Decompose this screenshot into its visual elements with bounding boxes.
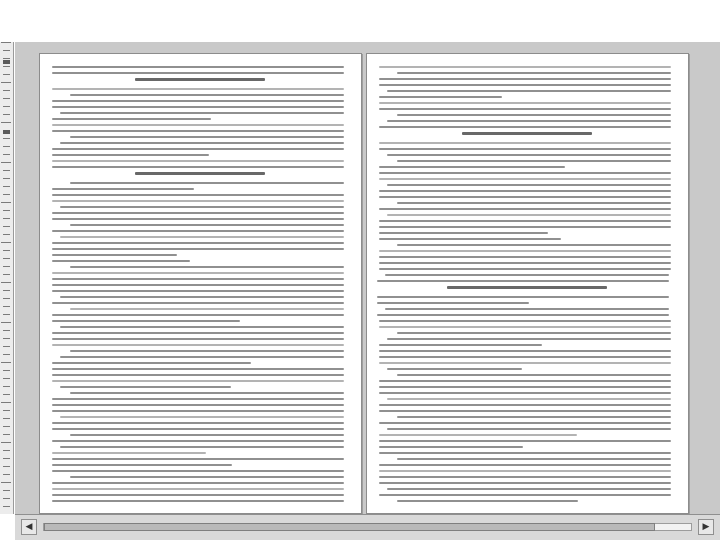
document-text-line — [52, 248, 344, 250]
ruler-tick — [3, 226, 10, 227]
ruler-tick — [3, 106, 10, 107]
document-heading-line — [462, 132, 592, 135]
horizontal-scrollbar[interactable] — [15, 514, 720, 540]
vertical-ruler — [0, 42, 14, 514]
document-text-line — [379, 362, 671, 364]
ruler-tick — [3, 410, 10, 411]
document-text-line — [52, 500, 344, 502]
document-text-line — [379, 126, 671, 128]
document-text-line — [52, 154, 209, 156]
document-text-line — [379, 262, 671, 264]
document-text-line — [52, 278, 344, 280]
document-text-line — [379, 108, 671, 110]
document-text-line — [52, 464, 232, 466]
ruler-tick — [3, 218, 10, 219]
ruler-tick — [3, 146, 10, 147]
document-text-line — [52, 440, 344, 442]
document-text-line — [387, 488, 671, 490]
document-text-line — [70, 94, 344, 96]
document-text-line — [52, 160, 344, 162]
document-text-line — [52, 188, 194, 190]
document-text-line — [52, 148, 344, 150]
ruler-tick — [3, 474, 10, 475]
document-text-line — [387, 368, 522, 370]
document-text-line — [379, 78, 671, 80]
document-text-line — [52, 458, 344, 460]
document-text-line — [379, 220, 671, 222]
scroll-track[interactable] — [43, 523, 692, 531]
ruler-tick — [1, 42, 11, 43]
ruler-tick — [3, 234, 10, 235]
document-text-line — [52, 488, 344, 490]
ruler-tick — [3, 434, 10, 435]
document-text-line — [70, 476, 344, 478]
document-text-line — [379, 102, 671, 104]
document-text-line — [379, 344, 542, 346]
ruler-tick — [3, 490, 10, 491]
ruler-tick — [1, 82, 11, 83]
ruler-tick — [3, 418, 10, 419]
document-text-line — [379, 320, 671, 322]
document-text-line — [52, 290, 344, 292]
document-text-line — [387, 90, 671, 92]
document-text-line — [52, 106, 344, 108]
top-blank-area — [0, 0, 720, 42]
document-text-line — [379, 250, 671, 252]
document-text-line — [379, 196, 671, 198]
ruler-tick — [1, 482, 11, 483]
document-text-line — [387, 154, 671, 156]
document-text-line — [387, 338, 671, 340]
document-page-1 — [39, 53, 362, 514]
document-workspace[interactable] — [15, 42, 720, 514]
ruler-tick — [1, 242, 11, 243]
ruler-tick — [1, 162, 11, 163]
document-text-line — [379, 142, 671, 144]
document-text-line — [397, 244, 671, 246]
ruler-tick — [3, 394, 10, 395]
document-text-line — [379, 422, 671, 424]
document-text-line — [52, 254, 177, 256]
document-text-line — [379, 476, 671, 478]
document-text-line — [379, 392, 671, 394]
ruler-tick — [3, 378, 10, 379]
document-text-line — [52, 404, 344, 406]
document-text-line — [52, 166, 344, 168]
document-text-line — [387, 398, 671, 400]
document-text-line — [60, 206, 344, 208]
ruler-tick — [3, 186, 10, 187]
ruler-tick — [3, 330, 10, 331]
document-text-line — [385, 308, 669, 310]
document-text-line — [387, 120, 671, 122]
ruler-tick — [3, 290, 10, 291]
document-text-line — [397, 202, 671, 204]
document-text-line — [379, 386, 671, 388]
document-text-line — [52, 212, 344, 214]
document-text-line — [379, 356, 671, 358]
document-text-line — [379, 96, 502, 98]
ruler-tick — [3, 458, 10, 459]
ruler-marker — [3, 130, 10, 134]
ruler-tick — [3, 98, 10, 99]
document-text-line — [52, 66, 344, 68]
document-text-line — [52, 72, 344, 74]
ruler-tick — [3, 338, 10, 339]
scroll-thumb[interactable] — [44, 523, 655, 531]
document-text-line — [397, 458, 671, 460]
document-text-line — [52, 338, 344, 340]
document-text-line — [377, 280, 669, 282]
ruler-tick — [3, 170, 10, 171]
document-text-line — [379, 166, 565, 168]
document-heading-line — [135, 78, 265, 81]
document-text-line — [52, 380, 344, 382]
ruler-tick — [3, 178, 10, 179]
ruler-tick — [3, 250, 10, 251]
document-text-line — [70, 182, 344, 184]
document-text-line — [379, 178, 671, 180]
ruler-tick — [3, 314, 10, 315]
ruler-tick — [3, 74, 10, 75]
ruler-tick — [3, 90, 10, 91]
document-heading-line — [135, 172, 265, 175]
document-text-line — [397, 374, 671, 376]
document-text-line — [60, 236, 344, 238]
document-text-line — [52, 494, 344, 496]
document-text-line — [379, 326, 671, 328]
document-text-line — [397, 160, 671, 162]
ruler-tick — [3, 274, 10, 275]
document-text-line — [379, 238, 561, 240]
ruler-tick — [3, 298, 10, 299]
document-text-line — [52, 272, 344, 274]
document-text-line — [379, 470, 671, 472]
document-text-line — [52, 230, 344, 232]
document-text-line — [52, 124, 344, 126]
scroll-left-icon[interactable]: ◀ — [21, 519, 37, 535]
ruler-tick — [1, 282, 11, 283]
document-text-line — [385, 274, 669, 276]
ruler-tick — [3, 306, 10, 307]
ruler-marker — [3, 60, 10, 64]
document-text-line — [70, 308, 344, 310]
document-text-line — [52, 130, 344, 132]
document-text-line — [379, 464, 671, 466]
document-text-line — [379, 172, 671, 174]
document-text-line — [397, 416, 671, 418]
ruler-tick — [1, 362, 11, 363]
document-text-line — [70, 136, 344, 138]
document-text-line — [379, 494, 671, 496]
document-text-line — [379, 440, 671, 442]
document-text-line — [60, 356, 344, 358]
document-text-line — [70, 266, 344, 268]
document-text-line — [52, 344, 344, 346]
document-text-line — [377, 314, 669, 316]
ruler-tick — [3, 386, 10, 387]
document-text-line — [52, 470, 344, 472]
document-text-line — [70, 224, 344, 226]
document-text-line — [397, 114, 671, 116]
document-text-line — [52, 482, 344, 484]
document-text-line — [379, 434, 577, 436]
document-text-line — [379, 404, 671, 406]
ruler-tick — [3, 66, 10, 67]
ruler-tick — [3, 194, 10, 195]
document-text-line — [60, 416, 344, 418]
document-text-line — [379, 410, 671, 412]
document-text-line — [379, 232, 548, 234]
scroll-right-icon[interactable]: ▶ — [698, 519, 714, 535]
ruler-tick — [3, 258, 10, 259]
document-text-line — [397, 332, 671, 334]
document-text-line — [60, 326, 344, 328]
ruler-tick — [3, 466, 10, 467]
document-text-line — [379, 84, 671, 86]
ruler-tick — [3, 506, 10, 507]
document-text-line — [52, 100, 344, 102]
document-text-line — [52, 428, 344, 430]
document-text-line — [70, 350, 344, 352]
document-text-line — [52, 200, 344, 202]
document-text-line — [60, 296, 344, 298]
ruler-tick — [3, 114, 10, 115]
document-text-line — [60, 446, 344, 448]
document-text-line — [52, 374, 344, 376]
document-text-line — [52, 242, 344, 244]
document-text-line — [52, 410, 344, 412]
ruler-tick — [3, 346, 10, 347]
document-text-line — [379, 208, 671, 210]
ruler-tick — [3, 370, 10, 371]
document-text-line — [387, 214, 671, 216]
document-text-line — [379, 380, 671, 382]
document-text-line — [379, 482, 671, 484]
ruler-tick — [1, 402, 11, 403]
document-heading-line — [447, 286, 607, 289]
document-text-line — [397, 500, 578, 502]
document-text-line — [379, 446, 523, 448]
ruler-tick — [3, 58, 10, 59]
document-text-line — [379, 268, 671, 270]
document-text-line — [52, 88, 344, 90]
document-text-line — [379, 350, 671, 352]
document-text-line — [60, 386, 231, 388]
document-text-line — [387, 428, 671, 430]
ruler-tick — [1, 122, 11, 123]
ruler-tick — [3, 450, 10, 451]
document-text-line — [387, 184, 671, 186]
document-text-line — [70, 392, 344, 394]
document-text-line — [52, 284, 344, 286]
ruler-tick — [3, 210, 10, 211]
ruler-tick — [3, 426, 10, 427]
document-text-line — [52, 260, 190, 262]
document-page-2 — [366, 53, 689, 514]
ruler-tick — [1, 202, 11, 203]
ruler-tick — [1, 442, 11, 443]
document-text-line — [52, 302, 344, 304]
ruler-tick — [3, 354, 10, 355]
document-text-line — [52, 118, 211, 120]
document-text-line — [379, 452, 671, 454]
ruler-tick — [3, 138, 10, 139]
document-text-line — [52, 452, 206, 454]
ruler-tick — [1, 322, 11, 323]
document-text-line — [52, 368, 344, 370]
ruler-tick — [3, 266, 10, 267]
document-text-line — [397, 72, 671, 74]
document-text-line — [60, 142, 344, 144]
document-text-line — [379, 148, 671, 150]
document-text-line — [379, 66, 671, 68]
document-text-line — [379, 190, 671, 192]
document-text-line — [52, 314, 344, 316]
document-text-line — [52, 194, 344, 196]
ruler-tick — [3, 154, 10, 155]
document-text-line — [52, 422, 344, 424]
document-text-line — [377, 296, 669, 298]
document-text-line — [52, 332, 344, 334]
document-text-line — [379, 226, 671, 228]
document-text-line — [52, 320, 240, 322]
document-text-line — [377, 302, 529, 304]
document-text-line — [52, 218, 344, 220]
ruler-tick — [3, 50, 10, 51]
document-text-line — [52, 398, 344, 400]
document-text-line — [379, 256, 671, 258]
document-text-line — [52, 362, 251, 364]
document-text-line — [70, 434, 344, 436]
ruler-tick — [3, 498, 10, 499]
document-text-line — [60, 112, 344, 114]
